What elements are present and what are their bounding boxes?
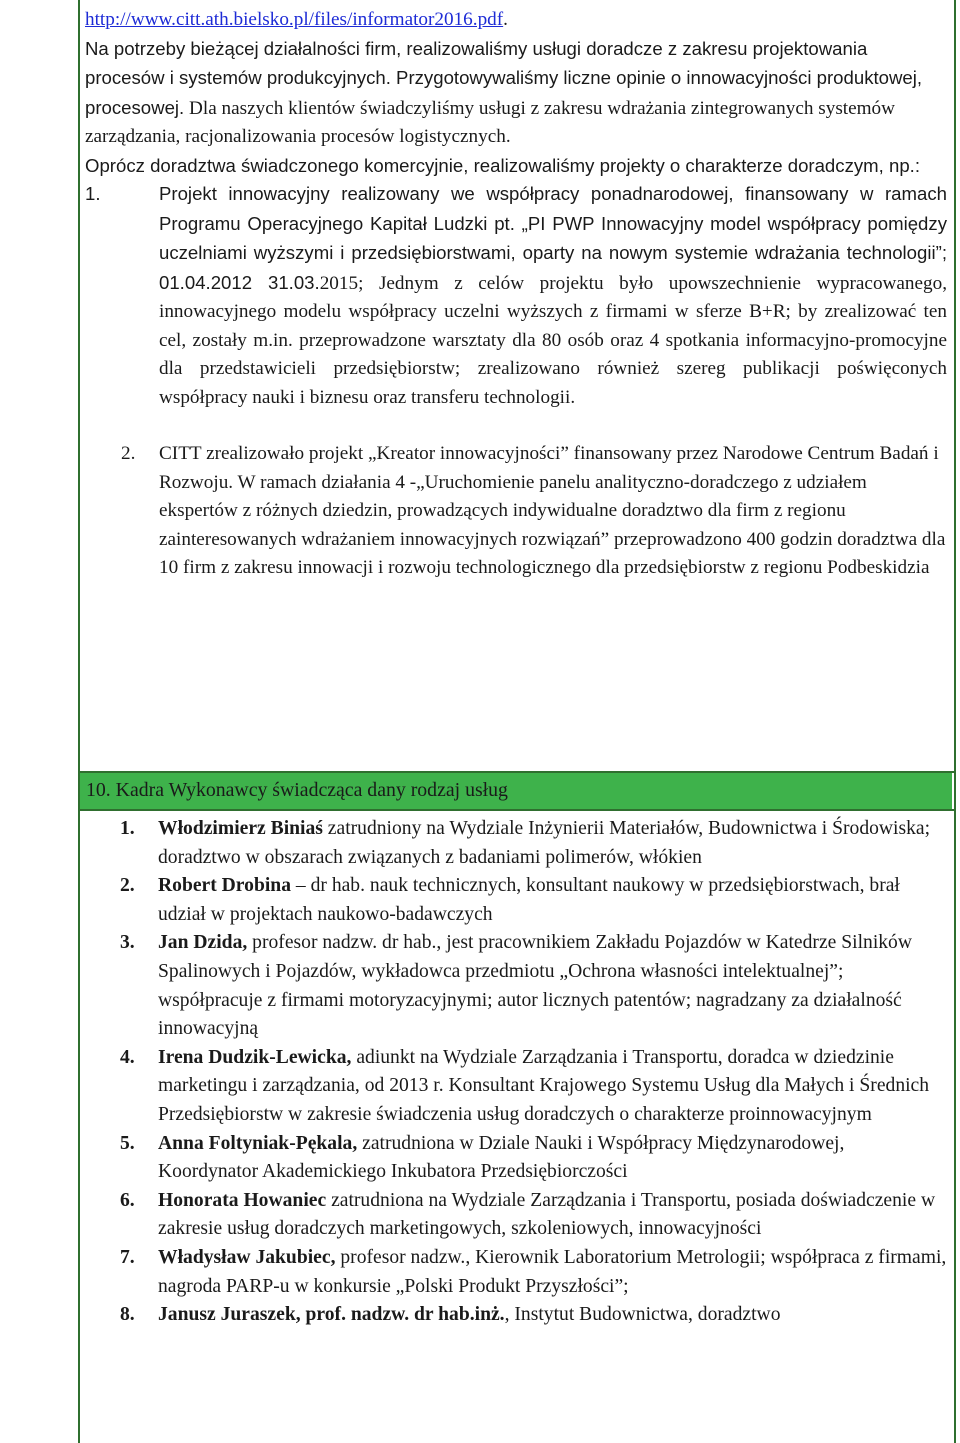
team-member-number: 2. bbox=[120, 875, 135, 897]
team-member bbox=[120, 872, 948, 929]
team-member-name: Robert Drobina bbox=[158, 875, 291, 897]
team-member-name: Jan Dzida, bbox=[158, 932, 248, 954]
paragraph-intro: Na potrzeby bieżącej działalności firm, realizowaliśmy usługi doradcze z zakresu projektowania procesów i systemów produkcyjnych. Przygotowywaliśmy liczne opinie o innowacyjności produktowej, procesowej. Dla naszych klientów świadczyliśmy usługi z zakresu wdrażania zintegrowanych systemów zarządzania, racjonalizowania procesów logistycznych. bbox=[85, 37, 923, 147]
team-member-description: profesor nadzw. dr hab., jest pracownikiem Zakładu Pojazdów w Katedrze Silników Spalinowych i Pojazdów, wykładowca przedmiotu „Ochrona własności intelektualnej”; współpracuje z firmami motoryzacyjnymi; autor licznych patentów; nagradzany za działalność innowacyjną bbox=[158, 932, 913, 1040]
team-member-number: 3. bbox=[120, 932, 135, 954]
team-member-description: , Instytut Budownictwa, doradztwo bbox=[504, 1304, 781, 1326]
section-heading: 10. Kadra Wykonawcy świadcząca dany rodzaj usług bbox=[86, 779, 508, 801]
team-member-number: 7. bbox=[120, 1246, 135, 1268]
team-list bbox=[120, 815, 948, 1330]
list-item: 1. Projekt innowacyjny realizowany we współpracy ponadnarodowej, finansowany w ramach Programu Operacyjnego Kapitał Ludzki pt. „PI PWP Innowacyjny model współpracy pomiędzy uczelniami wyższymi i przedsiębiorstwami, oparty na nowym systemie wdrażania technologii”; 01.04.2012 31.03.2015; Jednym z celów projektu było upowszechnienie wypracowanego, innowacyjnego modelu współpracy uczelni wyższych z firmami w sferze B+R; by zrealizować ten cel, zostały m.in. przeprowadzone warsztaty dla 80 osób oraz 4 spotkania informacyjno-promocyjne dla przedstawicieli przedsiębiorstw; zrealizowano również szereg publikacji poświęconych współpracy nauki i biznesu oraz transferu technologii. bbox=[85, 183, 948, 408]
team-member-number: 1. bbox=[120, 818, 135, 839]
team-member-name: Anna Foltyniak-Pękala, bbox=[158, 1132, 358, 1154]
row-divider-bottom bbox=[78, 809, 956, 811]
team-member-description: adiunkt na Wydziale Zarządzania i Transportu, doradca w dziedzinie marketingu i zarządzania, od 2013 r. Konsultant Krajowego Systemu Usług dla Małych i Średnich Przedsiębiorstw w zakresie świadczenia usług doradczych o charakterze proinnowacyjnym bbox=[158, 1046, 930, 1125]
team-member bbox=[120, 1301, 948, 1330]
team-member-description: zatrudniony na Wydziale Inżynierii Materiałów, Budownictwa i Środowiska; doradztwo w obszarach związanych z badaniami polimerów, włókien bbox=[158, 818, 931, 868]
team-member bbox=[120, 1044, 948, 1130]
team-member-number: 4. bbox=[120, 1046, 135, 1068]
left-column-cell bbox=[0, 0, 80, 1443]
team-member-number: 8. bbox=[120, 1304, 135, 1326]
team-member-name: Irena Dudzik-Lewicka, bbox=[158, 1046, 352, 1068]
team-member-description: zatrudniona na Wydziale Zarządzania i Transportu, posiada doświadczenie w zakresie usług doradczych marketingowych, szkoleniowych, innowacyjności bbox=[158, 1189, 936, 1240]
team-member bbox=[120, 929, 948, 1043]
team-member bbox=[120, 815, 948, 872]
team-member-description: – dr hab. nauk technicznych, konsultant naukowy w przedsiębiorstwach, brał udział w projektach naukowo-badawczych bbox=[158, 875, 900, 925]
team-member bbox=[120, 1187, 948, 1244]
team-member-name: Władysław Jakubiec, bbox=[158, 1246, 336, 1268]
team-member bbox=[120, 1130, 948, 1187]
informator-link[interactable]: http://www.citt.ath.bielsko.pl/files/informator2016.pdf bbox=[85, 9, 504, 30]
team-member bbox=[120, 1244, 948, 1301]
team-member-name: Honorata Howaniec bbox=[158, 1189, 327, 1211]
list-item: 2. CITT zrealizowało projekt „Kreator innowacyjności” finansowany przez Narodowe Centrum Badań i Rozwoju. W ramach działania 4 -„Uruchomienie panelu analityczno-doradczego z udziałem ekspertów z różnych dziedzin, prowadzących indywidualne doradztwo dla firm z regionu zainteresowanych wdrażaniem innowacyjnych rozwiązań” przeprowadzono 400 godzin doradztwa dla 10 firm z zakresu innowacji i rozwoju technologicznego dla przedsiębiorstw z regionu Podbeskidzia bbox=[121, 443, 946, 578]
table-border-right bbox=[954, 0, 956, 1443]
team-member-name: Włodzimierz Biniaś bbox=[158, 818, 323, 839]
team-member-number: 5. bbox=[120, 1132, 135, 1154]
paragraph-projects: Oprócz doradztwa świadczonego komercyjnie, realizowaliśmy projekty o charakterze doradczym, np.: bbox=[85, 154, 921, 176]
team-member-description: profesor nadzw., Kierownik Laboratorium Metrologii; współpraca z firmami, nagroda PARP-u w konkursie „Polski Produkt Przyszłości”; bbox=[158, 1246, 947, 1297]
team-member-name: Janusz Juraszek, prof. nadzw. dr hab.inż. bbox=[158, 1304, 505, 1326]
main-text-cell: http://www.citt.ath.bielsko.pl/files/informator2016.pdf. Na potrzeby bieżącej działalności firm, realizowaliśmy usługi doradcze z zakresu projektowania procesów i systemów produkcyjnych. Przygotowywaliśmy liczne opinie o innowacyjności produktowej, procesowej. Dla naszych klientów świadczyliśmy usługi z zakresu wdrażania zintegrowanych systemów zarządzania, racjonalizowania procesów logistycznych. Oprócz doradztwa świadczonego komercyjnie, realizowaliśmy projekty o charakterze doradczym, np.: 1. Projekt innowacyjny realizowany we współpracy ponadnarodowej, finansowany w ramach Programu Operacyjnego Kapitał Ludzki pt. „PI PWP Innowacyjny model współpracy pomiędzy uczelniami wyższymi i przedsiębiorstwami, oparty na nowym systemie wdrażania technologii”; 01.04.2012 31.03.2015; Jednym z celów projektu było upowszechnienie wypracowanego, innowacyjnego modelu współpracy uczelni wyższych z firmami w sferze B+R; by zrealizować ten cel, zostały m.in. przeprowadzone warsztaty dla 80 osób oraz 4 spotkania informacyjno-promocyjne dla przedstawicieli przedsiębiorstw; zrealizowano również szereg publikacji poświęconych współpracy nauki i biznesu oraz transferu technologii. 2. CITT zrealizowało projekt „Kreator innowacyjności” finansowany przez Narodowe Centrum Badań i Rozwoju. W ramach działania 4 -„Uruchomienie panelu analityczno-doradczego z udziałem ekspertów z różnych dziedzin, prowadzących indywidualne doradztwo dla firm z regionu zainteresowanych wdrażaniem innowacyjnych rozwiązań” przeprowadzono 400 godzin doradztwa dla 10 firm z zakresu innowacji i rozwoju technologicznego dla przedsiębiorstw z regionu Podbeskidzia bbox=[85, 6, 947, 583]
team-member-number: 6. bbox=[120, 1189, 135, 1211]
team-member-description: zatrudniona w Dziale Nauki i Współpracy Międzynarodowej, Koordynator Akademickiego Inkubatora Przedsiębiorczości bbox=[158, 1132, 845, 1183]
